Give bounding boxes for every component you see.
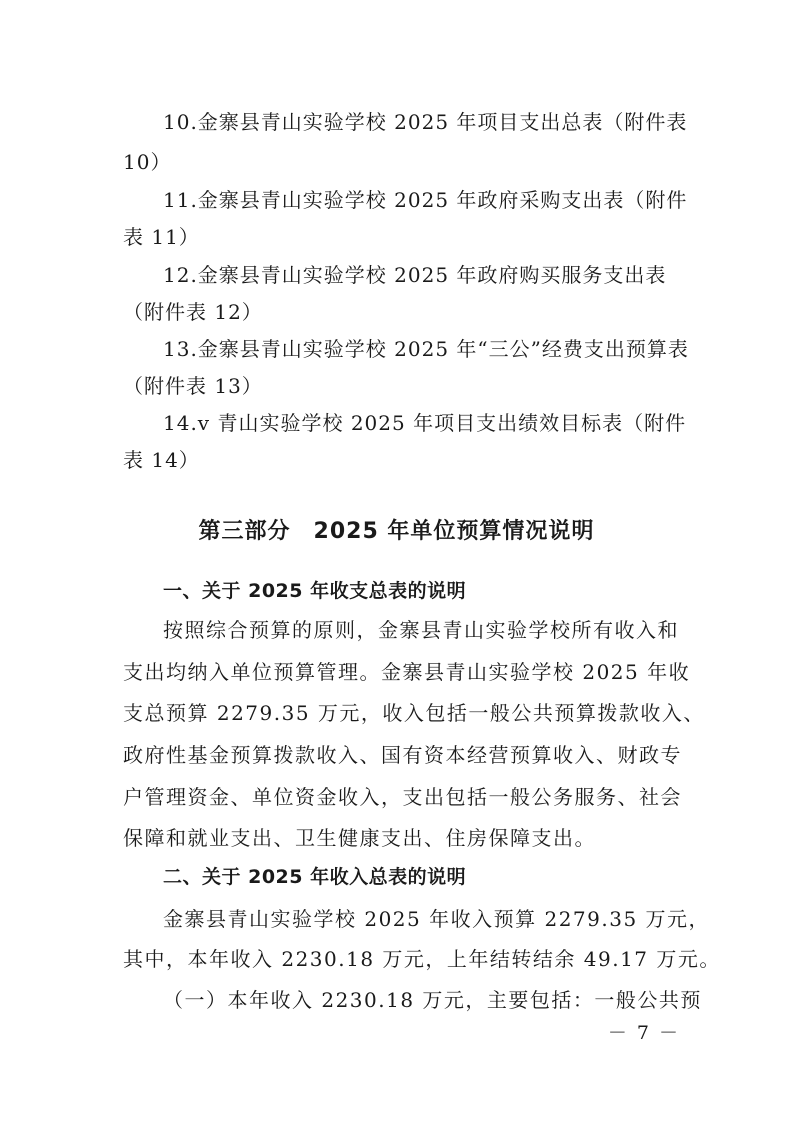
section1-line: 保障和就业支出、卫生健康支出、住房保障支出。 [123, 826, 596, 850]
section1-line: 按照综合预算的原则，金寨县青山实验学校所有收入和 [163, 618, 679, 642]
toc-item-13-line1: 13.金寨县青山实验学校 2025 年“三公”经费支出预算表 [163, 337, 689, 361]
section1-line: 支总预算 2279.35 万元，收入包括一般公共预算拨款收入、 [123, 701, 705, 725]
toc-item-14-line1: 14.v 青山实验学校 2025 年项目支出绩效目标表（附件 [163, 411, 687, 435]
toc-item-10-line1: 10.金寨县青山实验学校 2025 年项目支出总表（附件表 [163, 110, 688, 134]
section2-heading: 二、关于 2025 年收入总表的说明 [163, 866, 467, 888]
toc-item-10-line2: 10） [123, 150, 172, 174]
toc-item-11-line2: 表 11） [123, 225, 200, 249]
section1-line: 政府性基金预算拨款收入、国有资本经营预算收入、财政专 [123, 743, 682, 767]
section1-heading: 一、关于 2025 年收支总表的说明 [163, 580, 467, 602]
section2-line: 金寨县青山实验学校 2025 年收入预算 2279.35 万元， [163, 907, 711, 931]
section2-line: 其中，本年收入 2230.18 万元，上年结转结余 49.17 万元。 [123, 947, 721, 971]
section1-line: 户管理资金、单位资金收入，支出包括一般公务服务、社会 [123, 785, 682, 809]
section2-line: （一）本年收入 2230.18 万元，主要包括：一般公共预 [163, 988, 702, 1012]
toc-item-11-line1: 11.金寨县青山实验学校 2025 年政府采购支出表（附件 [163, 188, 688, 212]
toc-item-13-line2: （附件表 13） [123, 374, 263, 398]
page-number: － 7 － [607, 1022, 680, 1044]
section1-line: 支出均纳入单位预算管理。金寨县青山实验学校 2025 年收 [123, 660, 691, 684]
toc-item-12-line2: （附件表 12） [123, 300, 263, 324]
part-heading: 第三部分 2025 年单位预算情况说明 [198, 519, 595, 544]
toc-item-12-line1: 12.金寨县青山实验学校 2025 年政府购买服务支出表 [163, 263, 667, 287]
toc-item-14-line2: 表 14） [123, 448, 200, 472]
